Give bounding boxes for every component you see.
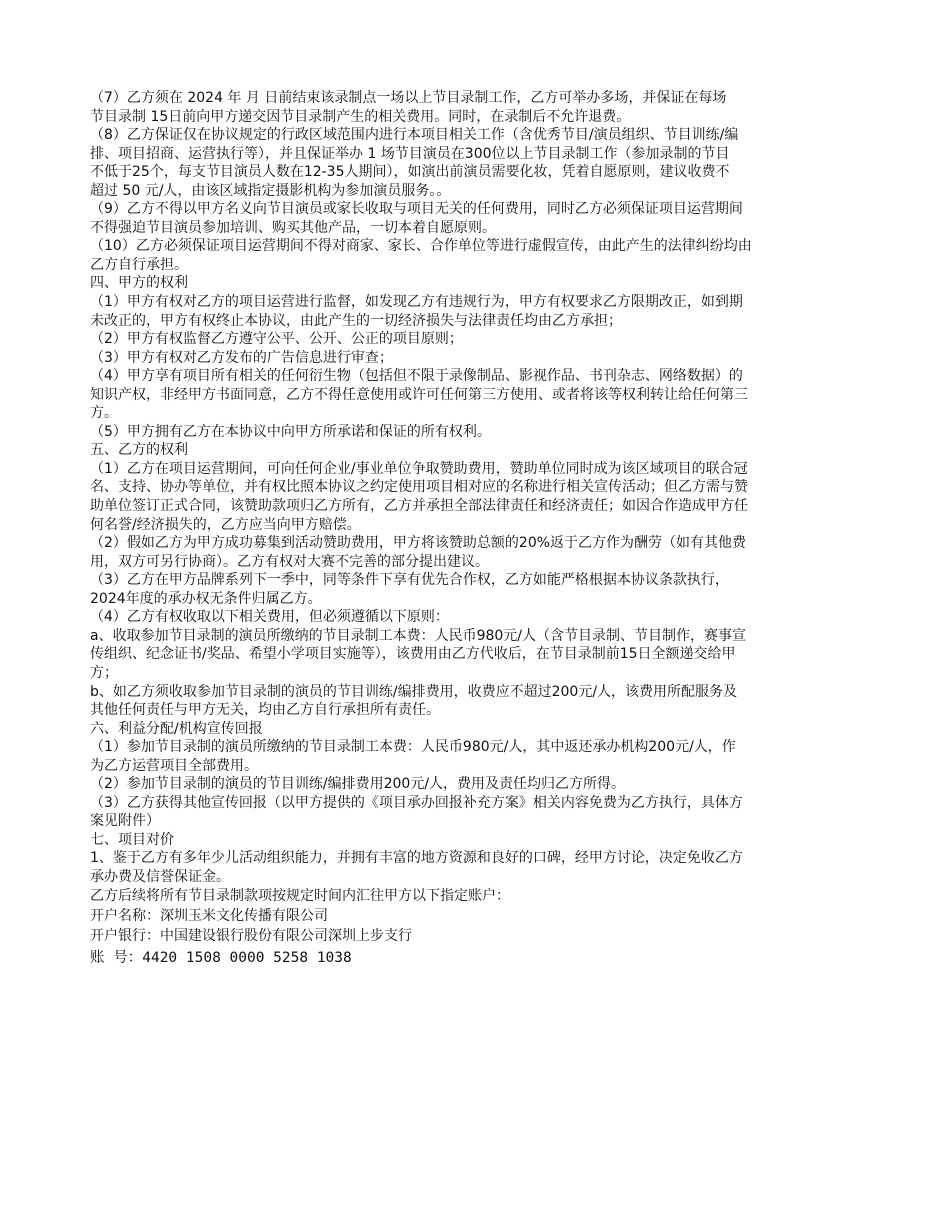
section-heading: 四、甲方的权利 [90,275,188,292]
text-line: 何名誉/经济损失的，乙方应当向甲方赔偿。 [90,516,361,533]
text-line: 用，双方可另行协商）。乙方有权对大赛不完善的部分提出建议。 [90,553,489,570]
text-line: 不低于25个，每支节目演员人数在12-35人期间），如演出前演员需要化妆，凭着自愿原则，建议收费不 [90,164,730,181]
text-line: 超过 50 元/人，由该区域指定摄影机构为参加演员服务。。 [90,182,451,199]
text-line: （2）参加节目录制的演员的节目训练/编排费用200元/人，费用及责任均归乙方所得。 [90,776,626,793]
text-line: （10）乙方必须保证项目运营期间不得对商家、家长、合作单位等进行虚假宣传，由此产生的法律纠纷均由 [90,238,752,255]
text-line: 传组织、纪念证书/奖品、希望小学项目实施等），该费用由乙方代收后，在节目录制前15日全额递交给甲 [90,646,736,663]
text-line: （9）乙方不得以甲方名义向节目演员或家长收取与项目无关的任何费用，同时乙方必须保证项目运营期间 [90,201,743,218]
text-line: 承办费及信誉保证金。 [90,868,230,885]
text-line: b、如乙方须收取参加节目录制的演员的节目训练/编排费用，收费应不超过200元/人，该费用所配服务及 [90,683,738,700]
text-line: （1）甲方有权对乙方的项目运营进行监督，如发现乙方有违规行为，甲方有权要求乙方限期改正，如到期 [90,294,743,311]
text-line: 知识产权，非经甲方书面同意，乙方不得任意使用或许可任何第三方使用、或者将该等权利转让给任何第三 [90,386,748,403]
text-line: （4）乙方有权收取以下相关费用，但必须遵循以下原则： [90,609,449,626]
text-line: （2）假如乙方为甲方成功募集到活动赞助费用，甲方将该赞助总额的20%返于乙方作为酬劳（如有其他费 [90,535,747,552]
text-line: 为乙方运营项目全部费用。 [90,757,258,774]
account-number-line: 账 号：4420 1508 0000 5258 1038 [90,950,352,967]
text-line: 不得强迫节目演员参加培训、购买其他产品，一切本着自愿原则。 [90,219,496,236]
section-heading: 五、乙方的权利 [90,442,188,459]
text-line: （8）乙方保证仅在协议规定的行政区域范围内进行本项目相关工作（含优秀节目/演员组织、节目训练/编 [90,127,739,144]
text-line: 乙方后续将所有节目录制款项按规定时间内汇往甲方以下指定账户： [90,887,510,904]
text-line: （3）甲方有权对乙方发布的广告信息进行审查； [90,349,393,366]
text-line: （1）参加节目录制的演员所缴纳的节目录制工本费：人民币980元/人，其中返还承办机构200元/人，作 [90,739,736,756]
account-name-line: 开户名称：深圳玉米文化传播有限公司 [90,907,328,924]
text-line: （1）乙方在项目运营期间，可向任何企业/事业单位争取赞助费用，赞助单位同时成为该区域项目的联合冠 [90,460,748,477]
text-line: 节目录制 15日前向甲方递交因节目录制产生的相关费用。同时，在录制后不允许退费。 [90,108,631,125]
section-heading: 七、项目对价 [90,831,174,848]
text-line: 未改正的，甲方有权终止本协议，由此产生的一切经济损失与法律责任均由乙方承担； [90,312,622,329]
text-line: 乙方自行承担。 [90,256,188,273]
text-line: 助单位签订正式合同，该赞助款项归乙方所有，乙方并承担全部法律责任和经济责任；如因合作造成甲方任 [90,498,748,515]
text-line: （2）甲方有权监督乙方遵守公平、公开、公正的项目原则； [90,331,463,348]
text-line: （5）甲方拥有乙方在本协议中向甲方所承诺和保证的所有权利。 [90,423,491,440]
text-line: （3）乙方获得其他宣传回报（以甲方提供的《项目承办回报补充方案》相关内容免费为乙方执行，具体方 [90,794,743,811]
text-line: 其他任何责任与甲方无关，均由乙方自行承担所有责任。 [90,702,440,719]
text-line: 2024年度的承办权无条件归属乙方。 [90,590,322,607]
text-line: 方。 [90,405,118,422]
section-heading: 六、利益分配/机构宣传回报 [90,720,263,737]
text-line: 名、支持、协办等单位，并有权比照本协议之约定使用项目相对应的名称进行相关宣传活动；但乙方需与赞 [90,479,748,496]
text-line: 排、项目招商、运营执行等），并且保证举办 1 场节目演员在300位以上节目录制工作（参加录制的节目 [90,145,730,162]
text-line: 1、鉴于乙方有多年少儿活动组织能力，并拥有丰富的地方资源和良好的口碑，经甲方讨论，决定免收乙方 [90,850,743,867]
text-line: 案见附件） [90,813,160,830]
document-body [90,89,862,968]
text-line: （7）乙方须在 2024 年 月 日前结束该录制点一场以上节目录制工作，乙方可举办多场，并保证在每场 [90,90,727,106]
text-line: 方； [90,664,118,681]
text-line: a、收取参加节目录制的演员所缴纳的节目录制工本费：人民币980元/人（含节目录制、节目制作，赛事宣 [90,627,747,644]
account-bank-line: 开户银行：中国建设银行股份有限公司深圳上步支行 [90,927,412,944]
text-line: （3）乙方在甲方品牌系列下一季中，同等条件下享有优先合作权，乙方如能严格根据本协议条款执行， [90,572,729,589]
text-line: （4）甲方享有项目所有相关的任何衍生物（包括但不限于录像制品、影视作品、书刊杂志、网络数据）的 [90,368,743,385]
